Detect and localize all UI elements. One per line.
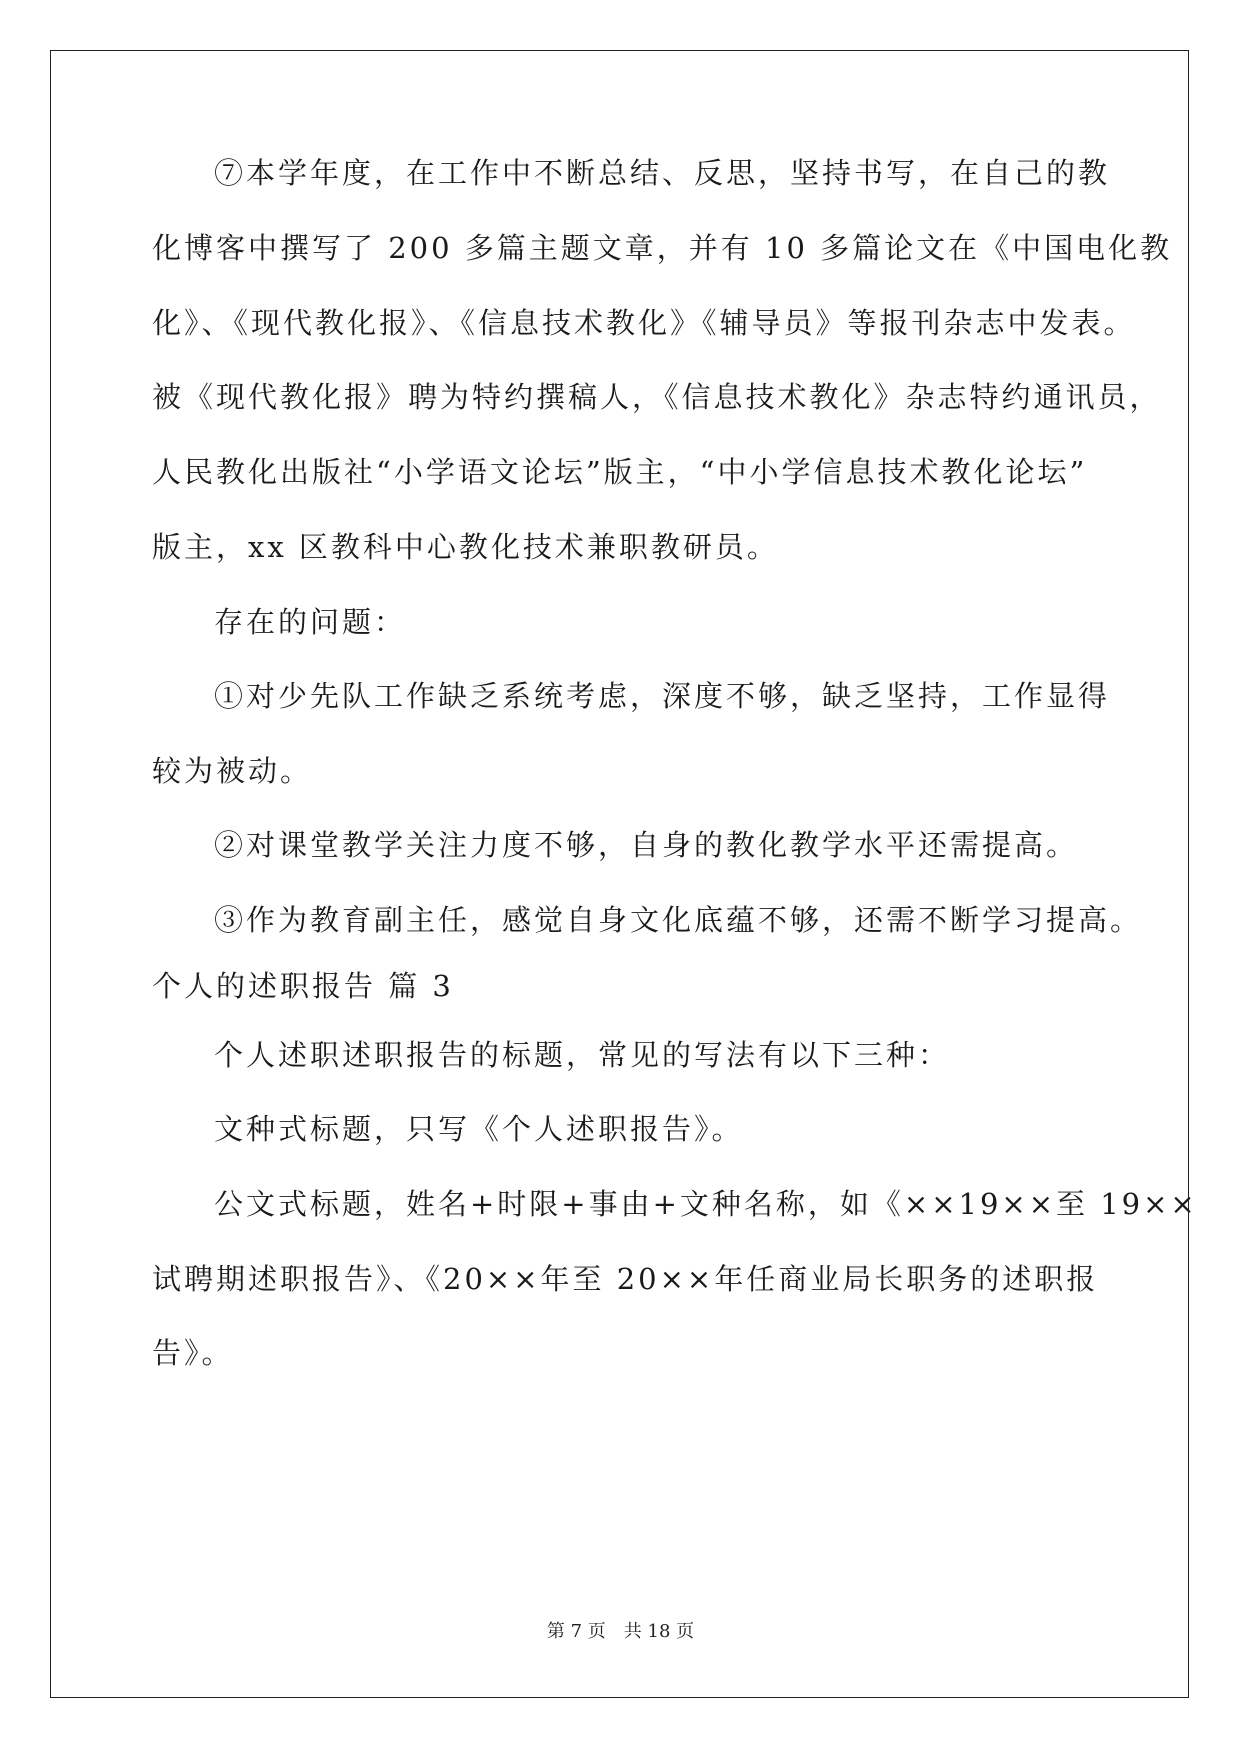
paragraph-line: 化》、《现代教化报》、《信息技术教化》《辅导员》等报刊杂志中发表。 — [152, 306, 1136, 340]
paragraph-line: 试聘期述职报告》、《20××年至 20××年任商业局长职务的述职报 — [152, 1262, 1099, 1296]
paragraph-line: 个人述职述职报告的标题，常见的写法有以下三种： — [214, 1038, 951, 1072]
paragraph-line: ③作为教育副主任，感觉自身文化底蕴不够，还需不断学习提高。 — [214, 903, 1143, 937]
paragraph-line: ①对少先队工作缺乏系统考虑，深度不够，缺乏坚持，工作显得 — [214, 679, 1111, 713]
paragraph-line: ⑦本学年度，在工作中不断总结、反思，坚持书写，在自己的教 — [214, 156, 1111, 190]
paragraph-line: 告》。 — [152, 1336, 234, 1370]
paragraph-line: 人民教化出版社“小学语文论坛”版主，“中小学信息技术教化论坛” — [152, 455, 1088, 489]
paragraph-line: 存在的问题： — [214, 605, 407, 639]
paragraph-line: 被《现代教化报》聘为特约撰稿人，《信息技术教化》杂志特约通讯员， — [152, 380, 1162, 414]
paragraph-line: ②对课堂教学关注力度不够，自身的教化教学水平还需提高。 — [214, 828, 1079, 862]
page-number-footer: 第 7 页 共 18 页 — [546, 1621, 695, 1642]
section-heading: 个人的述职报告 篇 3 — [152, 969, 454, 1003]
paragraph-line: 版主，xx 区教科中心教化技术兼职教研员。 — [152, 530, 779, 564]
page-border — [50, 50, 1189, 1698]
paragraph-line: 公文式标题，姓名+时限+事由+文种名称，如《××19××至 19×× — [214, 1187, 1198, 1221]
paragraph-line: 较为被动。 — [152, 754, 313, 788]
paragraph-line: 文种式标题，只写《个人述职报告》。 — [214, 1112, 744, 1146]
paragraph-line: 化博客中撰写了 200 多篇主题文章，并有 10 多篇论文在《中国电化教 — [152, 231, 1173, 265]
